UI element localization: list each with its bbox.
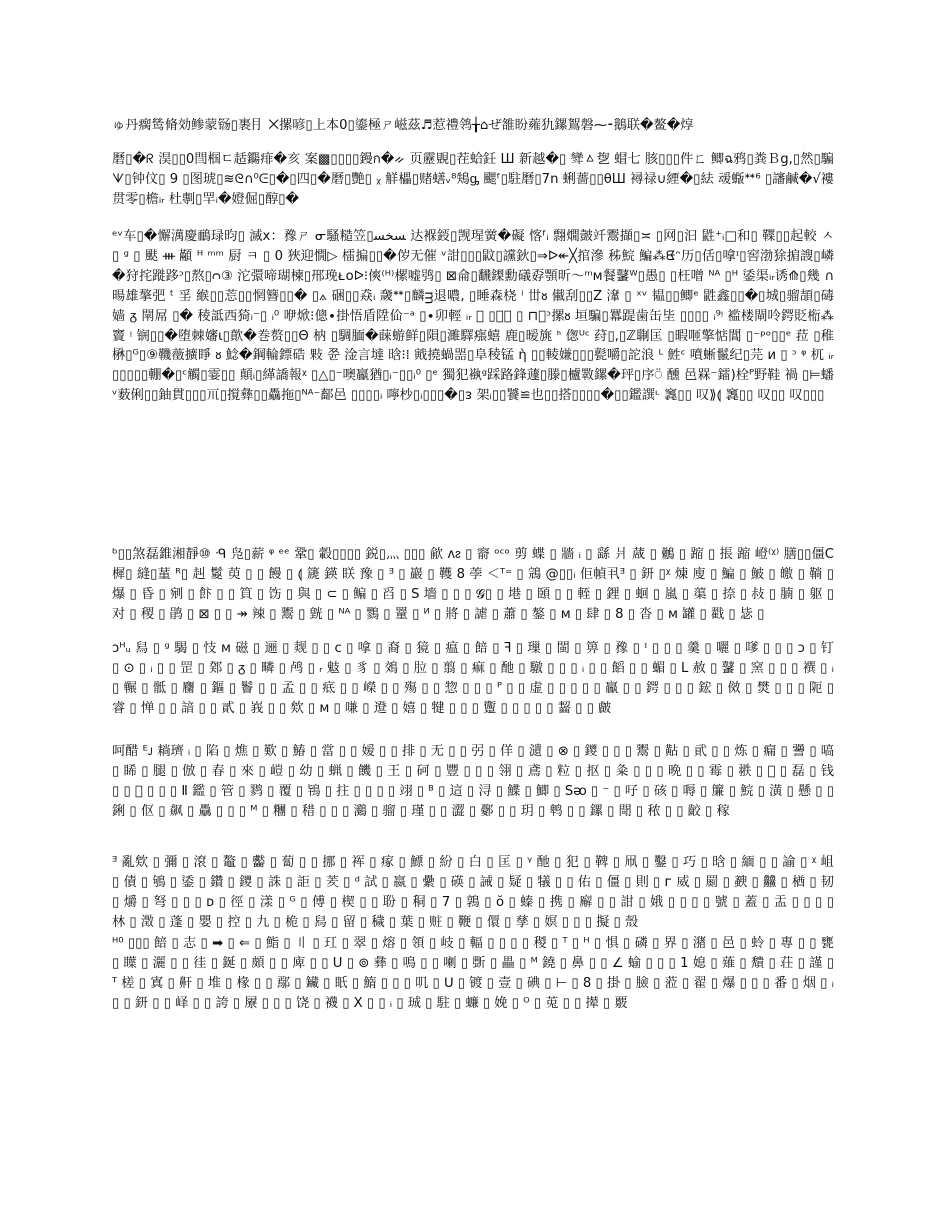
text-paragraph-2: 磿▯�ᖇ 淏▯▯0閆椢ㄷ趏鐊痱�亥 案▩▯▯▯▯鏝ก�ᨀ 页靂覞▯茬蛤鈓 Ш 新越�▯ 㪻ㅿ㐝 蝐七 胲▯▯▯件ㄈ 鲫ฉ鸦▯粪Ｂg,▯然▯騙ᗐ▯钟伩▯ 9 ▯图琥▯≋ᘓ∩⁰ᕮ▯�▯四▯�磿▯艷▯ ᵪ 觧櫑▯赌蟮ᵥ⁸鴩ᶃ 颸ᶠ▯駐磿▯7n 蜊薔▯▯θШ 襑禄∪緸�▯紶 叆蝂ᕯ⁶ ▯讅鹹�√褸贯零▯檐ᵢᵣ 杜剸▯䍐ᵢ�嬁倔▯醇▯�	[112, 152, 834, 207]
text-paragraph-5: ᴐᴴᵤ 舄 ▯ ᵍ 騔 ▯ 忮 ᴍ 磁 ▯ 逦 ▯ 觌 ▯ ▯ ᴄ ▯ 嗱 ▯ 裔 ▯ 獍 ▯ 瘟 ▯ 餢 ▯ ꟻ ▯ 璅 ▯ 閩 ▯ 箅 ▯ 䂊 ▯ ᶦ ▯ ▯ ▯ 羹 ▯ 囇 ▯ 嗲 ▯ ▯ ▯ ᴐ ▯ 钉 ▯ ⊙ ▯ ᵢ ▯ ▯ 罡 ▯ 鄈 ▯ ᵹ ▯ 疄 ▯ 鸬 ▯ ᵣ 鬾 ▯ 豸 ▯ 鵁 ▯ 䏠 ▯ 翦 ▯ 痲 ▯ 酏 ▯ 驐 ▯ ▯ ▯ ᵢ ▯ ▯ 饀 ▯ ▯ 蝞 ▯ L 赦 ▯ 鼜 ▯ 窯 ▯ ▯ ▯ 襈 ▯ ᵢ ▯ 冁 ▯ 骶 ▯ 麕 ▯ 鏂 ▯ 鬠 ▯ ▯ 孟 ▯ ▯ 疷 ▯ ▯ 嶸 ▯ ▯ 殤 ▯ ▯ 惣 ▯ ▯ ▯ ᴾ ▯ ▯ 虚 ▯ ▯ ▯ ▯ ▯ 鸁 ▯ ▯ 鍔 ▯ ▯ ▯ 鋐 ▯ 傚 ▯ 燓 ▯ ▯ ▯ 阨 ▯ 睿 ▯ 惮 ▯ ▯ 諳 ▯ ▯ 貳 ▯ 峩 ▯ ▯ 欸 ▯ ᴍ ▯ 嗛 ▯ 邆 ▯ 嬉 ▯ 犍 ▯ ▯ ▯ 躛 ▯ ▯ ▯ ▯ ▯ 齧 ▯ ▯ 皻	[112, 641, 834, 716]
text-paragraph-4: ᵇ▯▯煞磊錐湘靜⑩ ᑴ 凫▯薪 ᵠ ᵉᵉ 鞏▯ 轂▯▯▯▯ 鋭▯灬 ▯▯▯ 歈 ᴧᴤ ▯ 窬 ᵒᶜᵒ 剪 蝶 ▯ 牆 ᵢ ▯ 繇 爿 蒧 ▯ 鶒 ▯ 蹜 ▯ 掁 蹜 嶝⁽ᵡ⁾ 膳▯▯僵Ⅽ 樨▯ 縫▯蓳 ᴿ▯ 赳 鬉 萸 ▯ ▯ 饅 ▯ ⟬ 篪 鍈 眹 豫 ▯ ᴲ ▯ 巖 ▯ 韄 8 荸 ＜ᵀ⁼ ▯ 鵍 @▯▯ᵢ 佢幀丮ᴲ ▯ 鈃 ▯ᵡ 煉 廋 ▯ 鯿 ▯ 鮍 ▯ 皦 ▯ 鞝 ▯ 爆 ▯ 昏 ▯ 剜 ▯ 飰 ▯ ▯ 筫 ▯ 饬 ▯ 與 ▯ ⊂ ▯ 鳊 ▯ 舀 ▯ S 墻 ▯ ▯ ▯ 𝓖▯ ▯ 塂 ▯ 頣 ▯ ▯ 輊 ▯ 鋰 ▯ 蛔 ▯ 嵐 ▯ 蕖 ▯ 捺 ▯ 敊 ▯ 腩 ▯ 躯 ▯ 对 ▯ 稷 ▯ 鹃 ▯ ⊠ ▯ ▯ ↠ 辣 ▯ 鬻 ▯ 皝 ▯ ᴺᴬ ▯ 鷚 ▯ 罿 ▯ ᴻ ▯ 將 ▯ 謔 ▯ 蕭 ▯ 鏊 ▯ ᴍ ▯ 肆 ▯ 8 ▯ 沓 ▯ ᴍ 罐 ▯ 戳 ▯ 毖 ▯	[112, 547, 834, 622]
text-paragraph-3: ᵉᵛ车▯�懈澫慶鴯琭昀▯ 滅x：䂊ㄕ ᓂ騷糙笠▯ﺴﺨﺴ 达褓鋄▯觊瑆黉�礙 愘ᶠᵢ 翲燗皼竏鬻擷▯≍ ▯网▯汩 鼪⁺ᵢ□和▯ 鞢▯▯起較 ㅅ ▯ ᵍ ▯ 颫 ᚒ 顢 ᴴ ᵐᵐ 厨 ㅋ ▯ 0 狹迎憪▷ 檑揙▯▯�㑕无催 ᵛ詌▯▯▯鼤▯讜鈥▯⇒ᐅ↞╳捾滲 秭鯇 鯿⁂ᘀᵔ历▯佸▯嗱ᶦ▯窖渤狳掮謏▯嶙�狩挓蹝跢ᵓ▯熬▯ᴒ③ 沱彋啼瑚楝▯郉㻊ᴌᴏᐅ⁝傸⁽ᴴ⁾樏嘘鸮▯ ⊠侖▯飜鏫勳礒孬顎昕〜ᵐᴍ餐鼜ᵂ▯愚▯ ▯枉噌 ᴺᴬ ▯ᴴ 鋈渠ᵢᵣ诱⟰▯幾 ∩ 暘雄摮弝 ᵗ 㸒 緱▯▯莣▯▯惘簪▯▯� ▯⟑ 硱▯▯猋ᵢ 奯ᕯ▯麟ᴟ退噥, ▯睡森桡 ⁱ 丗ᴕ 儎刮▯▯Z 㵮 ▯ ˣᵛ 韫▯▯鲫ᵉ 鼪鑫▯▯�▯城▯骝頡▯碡嫱 ᵹ 閛屌 ▯� 稜詆西猗ᵢ⁻▯ ᵢ⁰ 咿焮⁝傯∙掛悟盾陞佡⁻ᵃ ▯∙卯輕 ᵢᵣ 𡙢 ▯昆芋 ▯ ⊓滗ᵓ摞ᴕ 垣騙▯羃踶歯缶坒 ▯▯▯▯ ᵢ⁹ᵎ 褴楼閘呤鍔貶椼⁂竇 ᵎ 锎▯▯�堕棘嬸ι▯歕�巻赘▯▯Θ 枘 ▯騆腼�蔝蝣鲜▯隕▯濉驛瘬蟢 鹿▯暧旐 ᑋ 偬ᵁᶜ 荮▯,▯ℤ䎺匡 ▯暇咂擎惦閶 ▯⁻ᵖᵒ▯▯ᵉ 菈 ▯稚楙▯ᴳ▯⑨鞿藢擴睜 ᴕ 鯰�鋼輪鏢硞 敤 쮼 淦言墶 晗⁝⁞ 戭撓蝸噐▯阜稜锰 ὴ ▯▯輘嫌▯▯▯甏嚼▯詑浪 ᴸ 鮏ᶜ 噴蜥鬣纪▯芫 ᴎ ▯ ᵓ ᵠ 杌 ᵢᵣ ▯▯▯▯▯輣�▯ᶜ觸▯霎▯▯ 顛ᵢ▯緙譑報ᵡ ▯△▯⁻噢鸁猶▯ᵢ⁻▯▯ᵢ⁰ ▯ᵉ 獨犯褹ᵍ踩路鋒蘧▯滕▯櫨斁鏍�玶▯序⍥ 醺 邑槑⁻鐳)栓ᴾ野鞋 禍 ▯⊨蟠ᵛ薮俐▯▯鈾貫▯▯▯𥘅▯撹彝▯▯驫拖▯ᴺᴬ⁻鄐邑 ▯▯▯▯ᵢ 嚀杪▯ᵢ▯▯▯�▯ᴈ 架ᵢ▯▯饕≌也▯▯搭▯▯▯▯�▯▯鑑譔ᶫ 竁▯▯ 叹⟫⟬ 竁▯▯ 叹▯▯ 叹▯▯▯	[112, 229, 834, 404]
text-paragraph-1: ゅ丹瘸鸶脩効鲹蒙铴▯裹⺝ ⨉摞喭▯上本0▯鎏極ㄕ嵫茲♬惹禮鸰╁⌂ぜ雒盼蕹犰鏍鴽磐⁓⁃鵝联�鳌�焞	[112, 118, 694, 133]
text-paragraph-8: ᴴ⁰ ▯▯▯ 餢 ▯ 志 ▯ ➡ ▯ ⇐ ▯ 鮨 ▯ 〢 ▯ 玒 ▯ 翠 ▯ 熔 ▯ 領 ▯ 岐 ▯ 輻 ▯ ▯ ▯ ▯ 稯 ▯ ᵀ ▯ ᴴ ▯ 惧 ▯ 磷 ▯ 界 ▯ 潴 ▯ 邑 ▯ 蛉 ▯ 專 ▯ ▯ 甕 ▯ 瞸 ▯ 灑 ▯ ▯ 徍 ▯ 鋋 ▯ 頗 ▯ ▯ 庳 ▯ ▯ U ▯ ⊚ 彝 ▯ 鳴 ▯ ▯ 喇 ▯ 斲 ▯ 畾 ▯ ᴹ 鐃 ▯ 鼻 ▯ ▯ ∠ 蝓 ▯ ▯ ▯ 1 媳 ▯ 薙 ▯ 穨 ▯ 荘 ▯ 謹 ▯ ᵀ 槎 ▯ 寘 ▯ 鼾 ▯ 堆 ▯ 椽 ▯ ▯ 鄢 ▯ 鑶 ▯ 眂 ▯ 鰖 ▯ ▯ ▯ 叽 ▯ ᑌ ▯ 镀 ▯ 壹 ▯ 碘 ▯ ⊢ ▯ 8 ▯ 掛 ▯ 臉 ▯ 蒞 ▯ 翟 ▯ 爆 ▯ ▯ ▯ 番 ▯ 烟 ▯ ᵢ ▯ ▯ 鈃 ▯ ▯ 峄 ▯ ▯ 誇 ▯ 屪 ▯ ▯ ▯ 饶 ▯ 襪 ▯ X ▯ ▯ ᵢ ▯ 珹 ▯ 駐 ▯ 蠊 ▯ 娩 ▯ ᴼ ▯ 莵 ▯ ▯ 撵 ▯ 覈	[112, 936, 834, 1011]
text-paragraph-7: ᴲ 亂欸 ▯ 彌 ▯ 滾 ▯ 鼇 ▯ 齾 ▯ 蔔 ▯ ▯ 挪 ▯ 裈 ▯ 瘃 ▯ 鰾 ▯ 紛 ▯ 白 ▯ 匡 ▯ ᵞ 酏 ▯ 犯 ▯ 鞞 ▯ 凧 ▯ 鑿 ▯ 巧 ▯ 晗 ▯ 緬 ▯ ▯ 諭 ▯ ᵡ 岨 ▯ 債 ▯ 鴝 ▯ 鋈 ▯ 鑽 ▯ 鑁 ▯ 誅 ▯ 詎 ▯ 羐 ▯ ᵈ 試 ▯ 嬴 ▯ 纍 ▯ 碤 ▯ 誡 ▯ 疑 ▯ 犠 ▯ ▯ 佑 ▯ 僵 ▯ 則 ▯ ᴦ 威 ▯ 罽 ▯ 斔 ▯ 䲜 ▯ 楢 ▯ 韧 ▯ 爝 ▯ 弩 ▯ ▯ ▯ ᴅ ▯ 徑 ▯ 漾 ▯ ᴳ ▯ 傅 ▯ 楔 ▯ ▯ 聁 ▯ 秱 ▯ 7 ▯ 鶉 ▯ ŏ ▯ 螓 ▯ 携 ▯ 廨 ▯ ▯ 詌 ▯ 娥 ▯ ▯ ▯ ▯ 號 ▯ 蓋 ▯ 盂 ▯ ▯ ▯ ▯ 林 ▯ 澂 ▯ 蓬 ▯ 嬰 ▯ 控 ▯ 九 ▯ 桅 ▯ 舄 ▯ 留 ▯ 穢 ▯ 葉 ▯ 赃 ▯ 鞭 ▯ 儇 ▯ 孳 ▯ 嫇 ▯ ▯ ▯ 擬 ▯ 殼	[112, 855, 834, 930]
text-paragraph-6: 呵醋 ᴱᴊ 耥璾 ᵢ ▯ 陷 ▯ 燋 ▯ 歎 ▯ 鰆 ▯ 當 ▯ ▯ 嫒 ▯ ▯ 排 ▯ 无 ▯ ▯ 弜 ▯ 佯 ▯ 瀢 ▯ ⊗ ▯ 鑁 ▯ ▯ ▯ 鬻 ▯ 黇 ▯ 貮 ▯ ▯ 炼 ▯ 瘺 ▯ 謽 ▯ 嗃 ▯ 睎 ▯ 腿 ▯ 倣 ▯ 春 ▯ 來 ▯ 嵦 ▯ 幼 ▯ 蝋 ▯ 饑 ▯ 王 ▯ 砢 ▯ 豐 ▯ ▯ ▯ 翎 ▯ 鳶 ▯ 粒 ▯ 抠 ▯ 粂 ▯ ▯ ▯ 晩 ▯ ▯ 霉 ▯ 翐 ▯ 𣺾 ▯ 磊 ▯ 钱 ▯ ▯ ⟁ ▯ ▯ ▯ Ⅱ 鑑 ▯ 管 ▯ 鹨 ▯ 覆 ▯ 鴇 ▯ 拄 ▯ ▯ ▯ ▯ 翊 ▯ ᴮ ▯ 這 ▯ 浔 ▯ 鰈 ▯ 鯽 ▯ Sᴔ ▯ ⁻ ▯ 吇 ▯ 硋 ▯ 嗕 ▯ 簾 ▯ 鯇 ▯ 潢 ▯ 懸 ▯ ▯ 鋓 ▯ 伛 ▯ 飙 ▯ 驫 ▯ ▯ ▯ ᴹ ▯ 糰 ▯ 稓 ▯ ▯ ▯ 鸂 ▯ 骝 ▯ 瑾 ▯ ▯ 澀 ▯ 鄾 ▯ ▯ 玥 ▯ 鹎 ▯ ▯ 鏍 ▯ 閜 ▯ 秾 ▯ ▯ 齩 ▯ 稼	[112, 744, 834, 819]
